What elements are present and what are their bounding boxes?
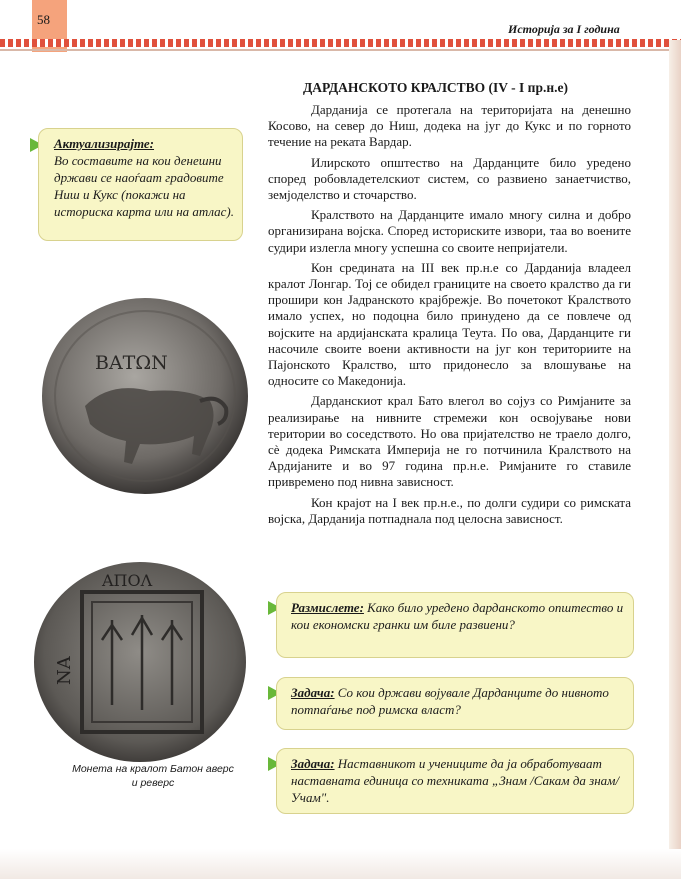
article-body	[268, 102, 631, 531]
task-text: Со кои држави војувале Дарданците до нивното потпаѓање под римска власт?	[291, 685, 609, 717]
paragraph: Кон крајот на I век пр.н.е., по долги судири со римската војска, Дарданија потпаднала под целосна зависност.	[268, 494, 631, 526]
paragraph: Дарданија се протегала на територијата на денешно Косово, на север до Ниш, додека на југ до Кукс и по горното течение на реката Вардар.	[268, 102, 631, 150]
reverse-legend-top: ΑΠΟΛ	[102, 571, 153, 590]
obverse-legend: ΒΑΤΩΝ	[95, 352, 168, 374]
paragraph: Кон средината на III век пр.н.е со Дарданија владеел кралот Лонгар. Тој се обидел границите на своето кралство да ги прошири кон Јадранското крајбрежје. Во почетокот Кралството имало успех, но подоцна било принудено да се повлече од војските на ардијанската кралица Теута. По ова, Дарданците ги насочиле своите воени активности на југ кон териториите на Пајонското Кралство, што придонесло за влошување на односите со Македонија.	[268, 259, 631, 389]
header-line	[0, 49, 681, 51]
header-decorative-rule	[0, 39, 681, 47]
task-text: Наставникот и учениците да ја обработуваат наставната единица со техниката „Знам /Сакам да знам/Учам".	[291, 756, 620, 805]
page-bottom-shadow	[0, 849, 681, 879]
task-box-1	[276, 677, 634, 730]
paragraph: Илирското општество на Дарданците било уредено според робовладетелскиот систем, со развиено занаетчиство, земјоделство и сточарство.	[268, 154, 631, 203]
task-label: Задача:	[291, 685, 335, 700]
page-number: 58	[37, 12, 50, 27]
paragraph: Дарданскиот крал Бато влегол во сојуз со Римјаните за реализирање на нивните стремежи кон освојување нови територии во соседството. Но ова пријателство не траело долго, сè додека Римската Империја не го потчинила Кралството на Ардијаните и во 97 година пр.н.е. Римјаните го ставиле привремено под нивна зависност.	[268, 393, 631, 490]
task-label: Задача:	[291, 756, 335, 771]
actualize-box	[38, 128, 243, 241]
paragraph: Кралството на Дарданците имало многу силна и добро организирана војска. Според историските извори, таа во воените судири излегла многу успешна со своите непријатели.	[268, 207, 631, 255]
coin-caption: Монета на кралот Батон аверс и реверс	[72, 763, 234, 789]
coin-obverse	[40, 296, 250, 496]
reflect-box	[276, 592, 634, 658]
coin-reverse	[32, 560, 247, 765]
reflect-text: Како било уредено дарданското општество и кои економски гранки им биле развиени?	[291, 600, 624, 632]
task-box-2	[276, 748, 634, 814]
article-title: ДАРДАНСКОТО КРАЛСТВО (IV - I пр.н.е)	[303, 80, 568, 95]
page-edge-shadow	[669, 40, 681, 879]
actualize-text: Во составите на кои денешни држави се наоѓаат градовите Ниш и Кукс (покажи на историска карта или на атлас).	[54, 153, 235, 219]
reflect-label: Размислете:	[291, 600, 364, 615]
actualize-heading: Актуализирајте:	[54, 136, 155, 151]
running-title: Историја за I година	[508, 22, 620, 36]
reverse-legend-side: ΝΑ	[54, 656, 75, 685]
